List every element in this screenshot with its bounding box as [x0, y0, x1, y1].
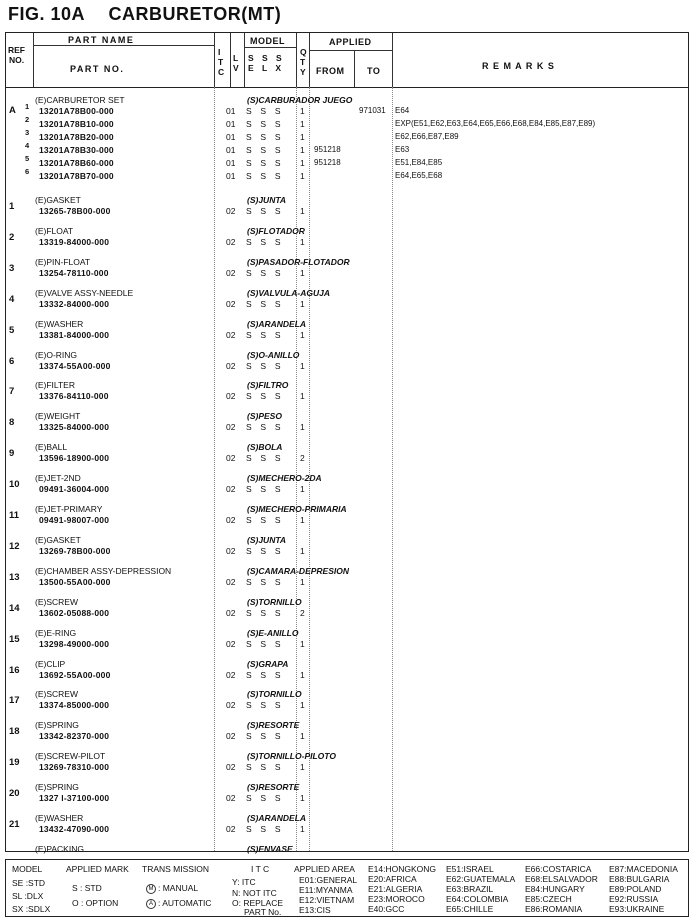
- part-name: (E)FILTER: [35, 380, 75, 391]
- model-value: S S S: [246, 360, 284, 371]
- ref-number: 9: [9, 448, 15, 460]
- part-number: 13298-49000-000: [39, 638, 110, 649]
- qty-value: 2: [300, 453, 305, 464]
- spanish-name: (S)CAMARA-DEPRESION: [247, 565, 349, 576]
- spanish-name: (S)ARANDELA: [247, 318, 307, 329]
- table-row: [6, 566, 688, 594]
- figure-name: CARBURETOR(MT): [108, 4, 282, 24]
- itc-legend-heading: I T C: [251, 864, 270, 874]
- part-name: (E)WASHER: [35, 813, 84, 823]
- itc-value: 02: [226, 453, 236, 464]
- itc-replace: O: REPLACE: [232, 898, 284, 908]
- spanish-name: (S)PASADOR-FLOTADOR: [247, 256, 350, 267]
- itc-value: 01: [226, 171, 236, 181]
- area-code: E86:ROMANIA: [525, 904, 583, 914]
- qty-value: 1: [300, 731, 305, 742]
- spanish-name: (S)MECHERO-PRIMARIA: [247, 504, 347, 514]
- area-code: E92:RUSSIA: [609, 894, 659, 904]
- spanish-name: (S)RESORTE: [247, 720, 300, 731]
- sub-index: 1: [25, 102, 30, 111]
- area-code: E01:GENERAL: [299, 875, 358, 885]
- itc-yes: Y: ITC: [232, 877, 256, 887]
- applied-to: 971031: [359, 106, 386, 115]
- model-value: S S S: [246, 132, 284, 142]
- table-row: [6, 442, 688, 470]
- qty-value: 1: [300, 638, 305, 649]
- area-code: E40:GCC: [368, 904, 405, 914]
- itc-value: 02: [226, 731, 236, 742]
- part-name: (E)SCREW: [35, 689, 78, 700]
- figure-title: [8, 4, 299, 25]
- ref-number: 14: [9, 602, 20, 614]
- qty-value: 1: [300, 158, 305, 168]
- ref-number: 2: [9, 231, 15, 243]
- spanish-name: (S)O-ANILLO: [247, 349, 300, 360]
- itc-value: 02: [226, 607, 236, 618]
- qty-value: 1: [300, 360, 305, 371]
- part-name: (E)CARBURETOR SET: [35, 95, 125, 105]
- part-name: (E)CHAMBER ASSY-DEPRESSION: [35, 565, 172, 576]
- model-legend-heading: MODEL: [12, 864, 43, 874]
- itc-value: 02: [226, 298, 236, 309]
- part-name: (E)JET-PRIMARY: [35, 504, 103, 514]
- ref-number: 18: [9, 726, 20, 738]
- ref-number: 17: [9, 695, 20, 707]
- trans-manual: [146, 883, 198, 894]
- sub-index: 3: [25, 128, 30, 137]
- sub-index: 2: [25, 115, 30, 124]
- part-number: 13265-78B00-000: [39, 206, 111, 216]
- model-heading: MODEL: [250, 36, 285, 46]
- itc-value: 02: [226, 824, 236, 834]
- qty-value: 1: [300, 669, 305, 680]
- part-name: (E)SCREW-PILOT: [35, 751, 106, 762]
- qty-value: 1: [300, 824, 305, 834]
- table-row: [6, 813, 688, 841]
- sub-index: 4: [25, 141, 30, 150]
- model-value: S S S: [246, 298, 284, 309]
- itc-value: 02: [226, 360, 236, 371]
- remark: E51,E84,E85: [395, 158, 443, 167]
- qty-value: 1: [300, 329, 305, 340]
- area-code: E87:MACEDONIA: [609, 864, 678, 874]
- part-no-heading: PART NO.: [70, 64, 125, 74]
- model-value: S S S: [246, 607, 284, 618]
- area-code: E21:ALGERIA: [368, 884, 423, 894]
- ref-number: 12: [9, 540, 20, 552]
- qty-value: 1: [300, 132, 305, 142]
- itc-value: 02: [226, 422, 236, 433]
- part-name: (E)O-RING: [35, 349, 78, 360]
- table-row: [6, 473, 688, 501]
- spanish-name: (S)ENVASE: [247, 843, 293, 854]
- model-value: S S S: [246, 206, 284, 216]
- model-value: S S S: [246, 391, 284, 402]
- itc-value: 02: [226, 762, 236, 773]
- area-code: E93:UKRAINE: [609, 904, 665, 914]
- automatic-label: : AUTOMATIC: [158, 898, 212, 908]
- ref-number: 10: [9, 479, 20, 491]
- table-row: [6, 782, 688, 810]
- qty-value: 1: [300, 171, 305, 181]
- qty-value: 1: [300, 267, 305, 278]
- area-code: E64:COLOMBIA: [446, 894, 509, 904]
- itc-value: 02: [226, 545, 236, 556]
- model-value: S S S: [246, 171, 284, 181]
- ref-number: 7: [9, 386, 15, 398]
- table-row: [6, 504, 688, 532]
- itc-value: 01: [226, 158, 236, 168]
- set-ref-label: A: [9, 105, 16, 116]
- remark: E63: [395, 145, 410, 154]
- itc-value: 02: [226, 576, 236, 587]
- model-sl: SL :DLX: [12, 891, 44, 901]
- itc-value: 02: [226, 638, 236, 649]
- model-value: S S S: [246, 731, 284, 742]
- remarks-heading: R E M A R K S: [482, 61, 555, 71]
- spanish-name: (S)MECHERO-2DA: [247, 473, 322, 484]
- part-number: 13692-55A00-000: [39, 669, 111, 680]
- table-row: [6, 659, 688, 687]
- part-name: (E)SPRING: [35, 782, 79, 793]
- part-name: (E)BALL: [35, 442, 68, 453]
- legend-footer: [5, 859, 689, 917]
- qty-value: 1: [300, 576, 305, 587]
- part-number: 13596-18900-000: [39, 453, 110, 464]
- ref-number: 11: [9, 510, 20, 521]
- model-value: S S S: [246, 267, 284, 278]
- itc-value: 02: [226, 267, 236, 278]
- model-value: S S S: [246, 793, 284, 804]
- itc-value: 02: [226, 206, 236, 216]
- qty-value: 1: [300, 484, 305, 495]
- area-code: E23:MOROCO: [368, 894, 425, 904]
- spanish-name: (S)JUNTA: [247, 195, 287, 205]
- ref-number: 1: [9, 201, 15, 212]
- table-row: [6, 751, 688, 779]
- part-number: 13201A78B70-000: [39, 171, 114, 181]
- to-heading: TO: [367, 66, 381, 76]
- area-code: E11:MYANMA: [299, 885, 353, 895]
- part-name: (E)SPRING: [35, 720, 79, 731]
- table-row: [6, 380, 688, 408]
- qty-value: 1: [300, 236, 305, 247]
- part-number: 13319-84000-000: [39, 236, 110, 247]
- itc-replace-part: PART No.: [244, 907, 282, 917]
- spanish-name: (S)VALVULA-AGUJA: [247, 287, 330, 298]
- part-number: 13432-47090-000: [39, 824, 110, 834]
- ref-number: 16: [9, 664, 20, 676]
- model-value: S S S: [246, 422, 284, 433]
- mark-option: O : OPTION: [72, 898, 119, 908]
- spanish-name: (S)BOLA: [247, 442, 283, 453]
- area-code: E14:HONGKONG: [368, 864, 437, 874]
- part-number: 09491-36004-000: [39, 484, 110, 495]
- part-number: 13254-78110-000: [39, 267, 109, 278]
- area-code: E20:AFRICA: [368, 874, 417, 884]
- mark-std: S : STD: [72, 883, 102, 893]
- part-name-heading: PART NAME: [68, 35, 135, 45]
- transmission-heading: TRANS MISSION: [142, 864, 210, 874]
- part-number: 1327 l-37100-000: [39, 793, 110, 804]
- part-number: 09491-98007-000: [39, 515, 110, 525]
- model-value: S S S: [246, 158, 284, 168]
- set-rows: [6, 95, 688, 185]
- ref-number: 3: [9, 262, 15, 274]
- qty-value: 1: [300, 106, 305, 116]
- model-value: S S S: [246, 669, 284, 680]
- area-code: E65:CHILLE: [446, 904, 494, 914]
- itc-value: 02: [226, 700, 236, 711]
- ref-number: 20: [9, 788, 20, 800]
- part-name: (E)VALVE ASSY-NEEDLE: [35, 287, 134, 298]
- part-number: 13332-84000-000: [39, 298, 110, 309]
- area-code: E84:HUNGARY: [525, 884, 585, 894]
- part-number: 13381-84000-000: [39, 329, 110, 340]
- itc-value: 02: [226, 236, 236, 247]
- part-name: (E)WASHER: [35, 318, 84, 329]
- part-name: (E)SCREW: [35, 596, 78, 607]
- spanish-name: (S)CARBURADOR JUEGO: [247, 95, 353, 105]
- part-name: (E)PIN-FLOAT: [35, 256, 91, 267]
- part-number: 13201A78B60-000: [39, 158, 114, 168]
- qty-value: 1: [300, 545, 305, 556]
- ref-no-heading: REF NO.: [8, 45, 25, 65]
- part-number: 13374-55A00-000: [39, 360, 111, 371]
- table-row: [6, 689, 688, 717]
- area-code: E12:VIETNAM: [299, 895, 355, 905]
- qty-value: 1: [300, 793, 305, 804]
- part-number: 13201A78B00-000: [39, 106, 114, 116]
- spanish-name: (S)TORNILLO-PILOTO: [247, 751, 336, 762]
- qty-value: 1: [300, 119, 305, 129]
- area-code: E51:ISRAEL: [446, 864, 494, 874]
- part-number: 13325-84000-000: [39, 422, 110, 433]
- remark: E64: [395, 106, 410, 115]
- figure-number: FIG. 10A: [8, 4, 86, 24]
- part-name: (E)FLOAT: [35, 225, 74, 236]
- qty-value: 1: [300, 298, 305, 309]
- model-value: S S S: [246, 515, 284, 525]
- area-code: E62:GUATEMALA: [446, 874, 516, 884]
- model-value: S S S: [246, 700, 284, 711]
- qty-value: 1: [300, 391, 305, 402]
- model-value: S S S: [246, 236, 284, 247]
- qty-value: 1: [300, 700, 305, 711]
- spanish-name: (S)ARANDELA: [247, 813, 307, 823]
- itc-value: 02: [226, 391, 236, 402]
- qty-value: 1: [300, 515, 305, 525]
- itc-value: 02: [226, 669, 236, 680]
- sub-index: 6: [25, 167, 30, 176]
- part-number: 13500-55A00-000: [39, 576, 111, 587]
- qty-value: 1: [300, 422, 305, 433]
- part-number: 13342-82370-000: [39, 731, 110, 742]
- remark: E64,E65,E68: [395, 171, 443, 180]
- itc-value: 02: [226, 793, 236, 804]
- spanish-name: (S)FILTRO: [247, 380, 289, 391]
- trans-automatic: [146, 898, 212, 909]
- ref-number: 19: [9, 757, 20, 769]
- applied-from: 951218: [314, 145, 341, 154]
- model-columns-heading: S S S E L X: [248, 53, 285, 73]
- part-name: (E)GASKET: [35, 195, 81, 205]
- spanish-name: (S)RESORTE: [247, 782, 300, 793]
- model-value: S S S: [246, 145, 284, 155]
- qty-value: 2: [300, 607, 305, 618]
- itc-value: 01: [226, 132, 236, 142]
- model-value: S S S: [246, 545, 284, 556]
- area-code: E13:CIS: [299, 905, 331, 915]
- table-row: [6, 411, 688, 439]
- qty-heading: Q T Y: [300, 47, 307, 77]
- model-value: S S S: [246, 329, 284, 340]
- parts-list: [6, 195, 688, 854]
- from-heading: FROM: [316, 66, 345, 76]
- table-row: [6, 257, 688, 285]
- area-code: E88:BULGARIA: [609, 874, 670, 884]
- part-name: (E)WEIGHT: [35, 411, 81, 422]
- table-row: [6, 319, 688, 347]
- model-value: S S S: [246, 484, 284, 495]
- ref-number: 15: [9, 633, 20, 645]
- model-value: S S S: [246, 106, 284, 116]
- area-code: E89:POLAND: [609, 884, 662, 894]
- part-name: (E)E-RING: [35, 627, 77, 638]
- ref-number: 21: [9, 819, 20, 830]
- model-value: S S S: [246, 576, 284, 587]
- spanish-name: (S)GRAPA: [247, 658, 289, 669]
- spanish-name: (S)PESO: [247, 411, 282, 422]
- qty-value: 1: [300, 762, 305, 773]
- model-se: SE :STD: [12, 878, 46, 888]
- model-value: S S S: [246, 638, 284, 649]
- area-code: E66:COSTARICA: [525, 864, 592, 874]
- remark: EXP(E51,E62,E63,E64,E65,E66,E68,E84,E85,E87,E89): [395, 119, 596, 128]
- applied-area-heading: APPLIED AREA: [294, 864, 355, 874]
- sub-index: 5: [25, 154, 30, 163]
- lv-heading: L V: [233, 53, 239, 73]
- part-number: 13201A78B20-000: [39, 132, 114, 142]
- applied-from: 951218: [314, 158, 341, 167]
- parts-table: [5, 32, 689, 852]
- model-value: S S S: [246, 824, 284, 834]
- model-value: S S S: [246, 762, 284, 773]
- spanish-name: (S)TORNILLO: [247, 596, 302, 607]
- area-code: E63:BRAZIL: [446, 884, 494, 894]
- part-name: (E)JET-2ND: [35, 473, 81, 484]
- applied-mark-heading: APPLIED MARK: [66, 864, 129, 874]
- spanish-name: (S)E-ANILLO: [247, 627, 299, 638]
- table-row: [6, 535, 688, 563]
- model-value: S S S: [246, 119, 284, 129]
- model-sx: SX :SDLX: [12, 904, 51, 914]
- table-row: [6, 628, 688, 656]
- itc-heading: I T C: [218, 47, 225, 77]
- qty-value: 1: [300, 145, 305, 155]
- ref-number: 6: [9, 355, 15, 367]
- part-number: 13201A78B30-000: [39, 145, 114, 155]
- itc-no: N: NOT ITC: [232, 888, 277, 898]
- qty-value: 1: [300, 206, 305, 216]
- automatic-mark-icon: A: [146, 899, 156, 909]
- itc-value: 02: [226, 329, 236, 340]
- spanish-name: (S)TORNILLO: [247, 689, 302, 700]
- table-row: [6, 226, 688, 254]
- applied-heading: APPLIED: [329, 37, 372, 47]
- part-name: (E)GASKET: [35, 534, 81, 545]
- part-name: (E)PACKING: [35, 843, 84, 854]
- remark: E62,E66,E87,E89: [395, 132, 459, 141]
- itc-value: 02: [226, 515, 236, 525]
- part-number: 13201A78B10-000: [39, 119, 114, 129]
- ref-number: 4: [9, 293, 15, 305]
- table-row: [6, 350, 688, 378]
- table-row: [6, 195, 688, 223]
- manual-mark-icon: M: [146, 884, 156, 894]
- part-number: 13376-84110-000: [39, 391, 109, 402]
- itc-value: 01: [226, 145, 236, 155]
- table-row: [6, 597, 688, 625]
- area-code: E85:CZECH: [525, 894, 572, 904]
- ref-number: 8: [9, 417, 15, 429]
- area-code: E68:ELSALVADOR: [525, 874, 598, 884]
- table-header: [6, 33, 688, 88]
- itc-value: 01: [226, 119, 236, 129]
- part-number: 13374-85000-000: [39, 700, 110, 711]
- spanish-name: (S)JUNTA: [247, 534, 287, 545]
- part-number: 13602-05088-000: [39, 607, 110, 618]
- manual-label: : MANUAL: [158, 883, 199, 893]
- ref-number: 5: [9, 324, 15, 336]
- table-row: [6, 720, 688, 748]
- spanish-name: (S)FLOTADOR: [247, 225, 305, 236]
- part-name: (E)CLIP: [35, 658, 66, 669]
- itc-value: 02: [226, 484, 236, 495]
- part-number: 13269-78B00-000: [39, 545, 111, 556]
- table-row: [6, 288, 688, 316]
- ref-number: 13: [9, 571, 20, 583]
- itc-value: 01: [226, 106, 236, 116]
- part-number: 13269-78310-000: [39, 762, 110, 773]
- model-value: S S S: [246, 453, 284, 464]
